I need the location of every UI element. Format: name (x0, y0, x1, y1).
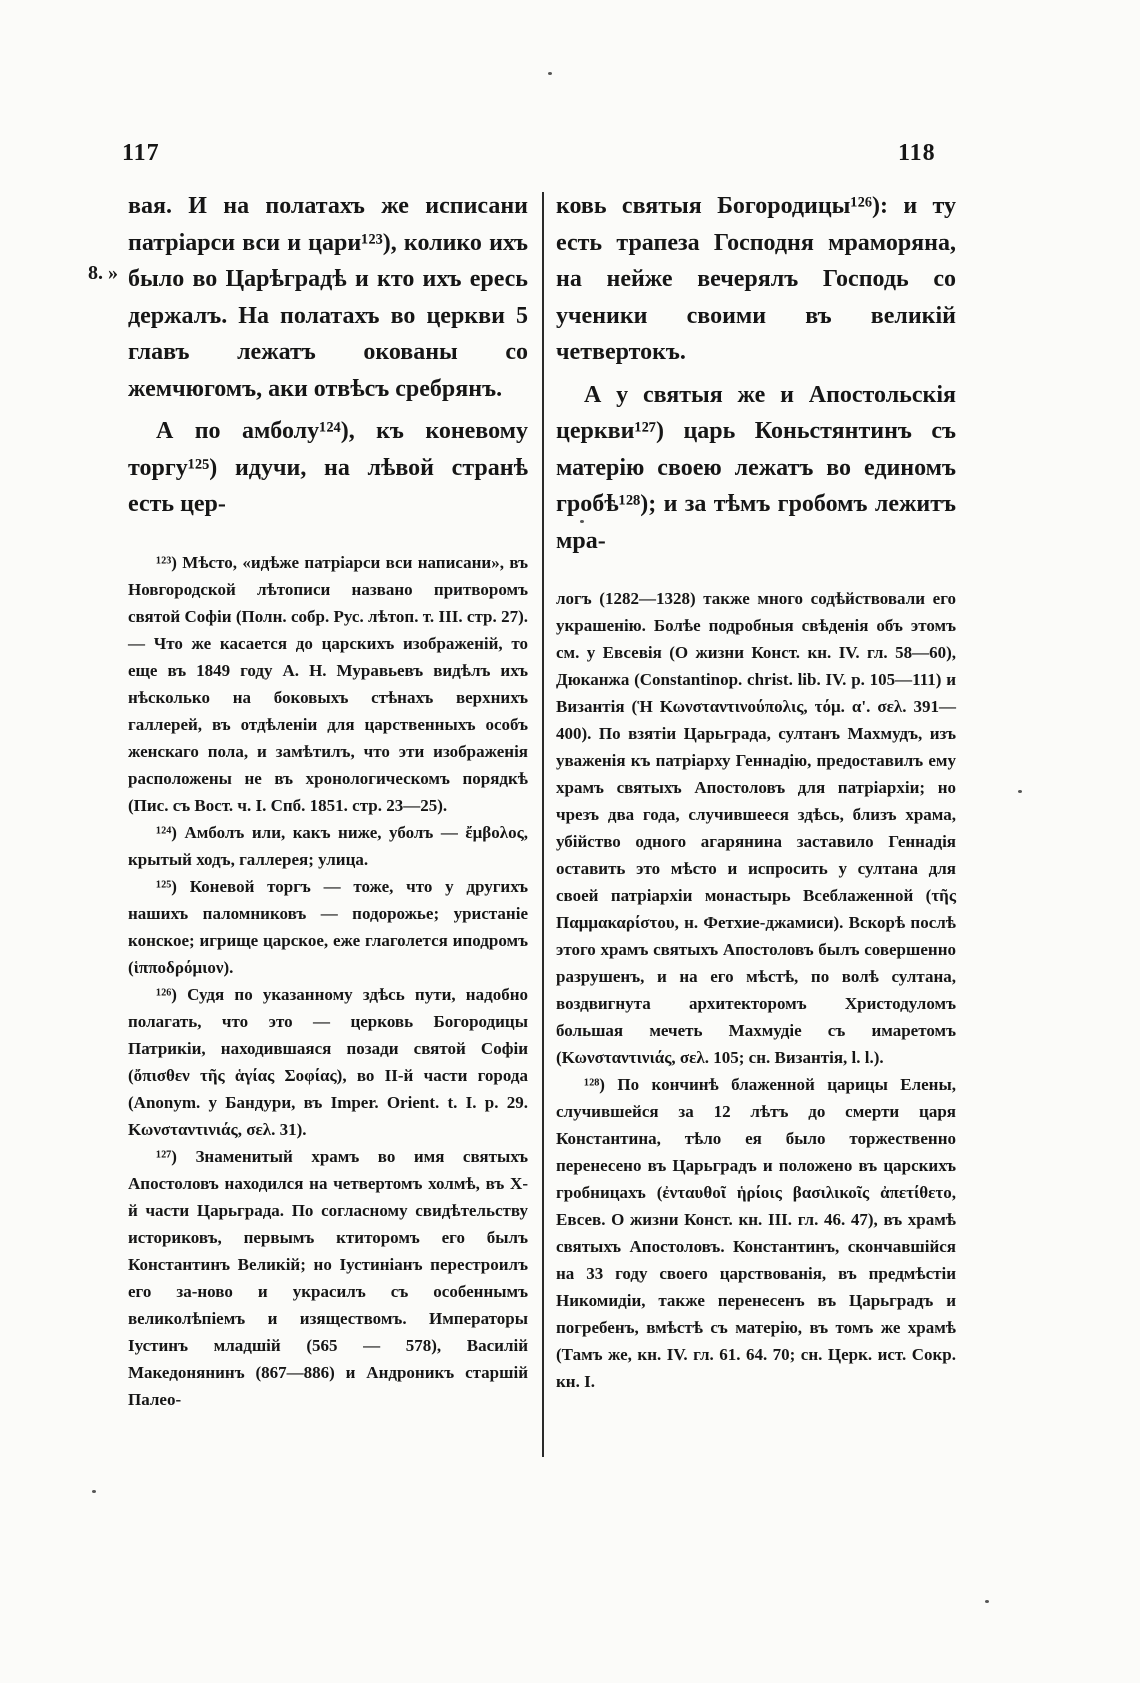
main-paragraph: А у святыя же и Апостольскія церкви¹²⁷) царь Коньстянтинъ съ матерію своею лежатъ во единомъ гробѣ¹²⁸); и за тѣмъ гробомъ лежитъ мра- (556, 381, 956, 554)
margin-note: 8. » (88, 262, 118, 284)
footnote-124: ¹²⁴) Амболъ или, какъ ниже, уболъ — ἔμβολος, крытый ходъ, галлерея; улица. (128, 822, 528, 869)
scan-speck (548, 72, 552, 75)
main-paragraph: вая. И на полатахъ же исписани патріарси вси и цари¹²³), колико ихъ было во Царѣградѣ и кто ихъ ересь держалъ. На полатахъ во церкви 5 главъ лежатъ окованы со жемчюгомъ, аки отвѣсъ сребрянъ. (128, 193, 528, 402)
scan-speck (92, 1490, 96, 1493)
right-column (556, 188, 956, 1395)
notes-separator (556, 565, 956, 585)
footnote-127-continued: логъ (1282—1328) также много содѣйствовали его украшенію. Болѣе подробныя свѣденія объ этомъ см. у Евсевія (О жизни Конст. кн. IV. гл. 58—60), Дюканжа (Constantinop. christ. lib. IV. p. 105—111) и Византія (Ἡ Κωνσταντινούπολις, τόμ. α'. σελ. 391—400). По взятіи Царьграда, султанъ Махмудъ, изъ уваженія къ патріарху Геннадію, предоставилъ ему храмъ святыхъ Апостоловъ для патріархіи; но чрезъ два года, случившееся здѣсь, близъ храма, убійство одного агарянина заставило Геннадія оставить это мѣсто и испросить у султана для своей патріархіи монастырь Всеблаженной (τῆς Παμμακαρίστου, н. Фетхие-джамиси). Вскорѣ послѣ этого храмъ святыхъ Апостоловъ былъ совершенно разрушенъ, и на его мѣстѣ, по волѣ султана, воздвигнута архитекторомъ Христодуломъ большая мечеть Махмудіе съ имаретомъ (Κωνσταντινιάς, σελ. 105; сн. Византія, l. l.). (556, 589, 956, 1067)
notes-separator (128, 529, 528, 549)
main-paragraph: А по амболу¹²⁴), къ коневому торгу¹²⁵) идучи, на лѣвой странѣ есть цер- (128, 418, 528, 517)
footnote-126: ¹²⁶) Судя по указанному здѣсь пути, надобно полагать, что это — церковь Богородицы Патрикіи, находившаяся позади святой Софіи (ὄπισθεν τῆς ἁγίας Σοφίας), во II-й части города (Anonym. у Бандури, въ Imper. Orient. t. I. p. 29. Κωνσταντινιάς, σελ. 31). (128, 984, 528, 1139)
footnote-125: ¹²⁵) Коневой торгъ — тоже, что у другихъ нашихъ паломниковъ — подорожье; уристаніе конское; игрище царское, еже глаголется иподромъ (ἱπποδρόμιον). (128, 876, 528, 977)
column-divider (542, 192, 544, 1457)
footnote-123: ¹²³) Мѣсто, «идѣже патріарси вси написани», въ Новгородской лѣтописи названо притворомъ святой Софіи (Полн. собр. Рус. лѣтоп. т. III. стр. 27). — Что же касается до царскихъ изображеній, то еще въ 1849 году А. Н. Муравьевъ видѣлъ ихъ нѣсколько на боковыхъ стѣнахъ верхнихъ галлерей, въ отдѣленіи для царственныхъ особъ женскаго пола, и замѣтилъ, что эти изображенія расположены не въ хронологическомъ порядкѣ (Пис. съ Вост. ч. I. Спб. 1851. стр. 23—25). (128, 552, 528, 815)
scan-speck (580, 520, 584, 523)
left-column (128, 188, 528, 1413)
scan-speck (1018, 790, 1022, 793)
main-paragraph: ковь святыя Богородицы¹²⁶): и ту есть трапеза Господня мраморяна, на нейже вечерялъ Господь со ученики своими въ великій четвертокъ. (556, 193, 956, 365)
page-number-left: 117 (122, 140, 160, 166)
page-number-right: 118 (898, 140, 936, 166)
footnote-127: ¹²⁷) Знаменитый храмъ во имя святыхъ Апостоловъ находился на четвертомъ холмѣ, въ X-й части Царьграда. По согласному свидѣтельству историковъ, первымъ ктиторомъ его былъ Константинъ Великій; но Іустиніанъ перестроилъ его за-ново и украсилъ съ особеннымъ великолѣпіемъ и изяществомъ. Императоры Іустинъ младшій (565 — 578), Василій Македонянинъ (867—886) и Андроникъ старшій Палео- (128, 1146, 528, 1409)
footnote-128: ¹²⁸) По кончинѣ блаженной царицы Елены, случившейся за 12 лѣтъ до смерти царя Константина, тѣло ея было торжественно перенесено въ Царьградъ и положено въ царскихъ гробницахъ (ἐνταυθοῖ ἡρίοις βασιλικοῖς ἀπετίθετο, Евсев. О жизни Конст. кн. III. гл. 46. 47), въ храмѣ святыхъ Апостоловъ. Константинъ, скончавшійся на 33 году своего царствованія, въ предмѣстіи Никомидіи, также перенесенъ въ Царьградъ и погребенъ, вмѣстѣ съ матерію, въ томъ же храмѣ (Тамъ же, кн. IV. гл. 61. 64. 70; сн. Церк. ист. Сокр. кн. I. (556, 1075, 956, 1391)
scan-speck (985, 1600, 989, 1603)
